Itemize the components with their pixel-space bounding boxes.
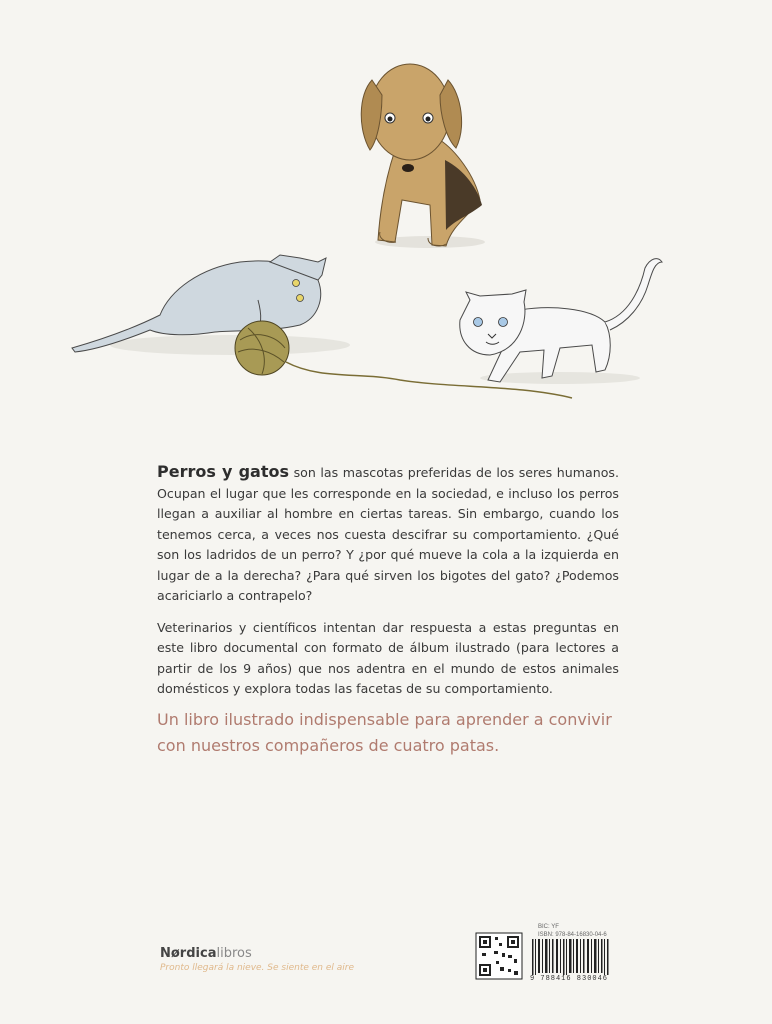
description — [157, 462, 619, 711]
publisher-logo — [160, 946, 252, 961]
barcode-number: 9 788416 830046 — [530, 975, 609, 983]
lead-title: Perros y gatos — [157, 462, 289, 481]
paragraph-1-text: son las mascotas preferidas de los seres humanos. Ocupan el lugar que les corresponde en la sociedad, e incluso los perros llegan a auxiliar al hombre en ciertas tareas. Sin embargo, cuando los tenemos cerca, a veces nos cuesta descifrar su comportamiento. ¿Qué son los ladridos de un perro? Y ¿por qué mueve la cola a la izquierda en lugar de a la derecha? ¿Para qué sirven los bigotes del gato? ¿Podemos acariciarlo a contrapelo? — [157, 465, 619, 603]
isbn-code: ISBN: 978-84-16830-04-6 — [538, 932, 607, 938]
cover-illustration — [0, 0, 772, 420]
barcode-icon — [532, 939, 609, 975]
publisher-name-light: libros — [216, 946, 252, 961]
dog-illustration — [361, 64, 485, 248]
bic-code: BIC: YF — [538, 924, 559, 930]
white-cat-illustration — [460, 259, 662, 384]
grey-cat-illustration — [72, 255, 350, 355]
publisher-name-bold: Nørdica — [160, 946, 217, 961]
tagline: Un libro ilustrado indispensable para aprender a convivir con nuestros compañeros de cuatro patas. — [157, 710, 612, 755]
paragraph-2: Veterinarios y científicos intentan dar respuesta a estas preguntas en este libro documental con formato de álbum ilustrado (para lectores a partir de los 9 años) que nos adentra en el mundo de estos animales domésticos y explora todas las facetas de su comportamiento. — [157, 619, 619, 696]
publisher-slogan: Pronto llegará la nieve. Se siente en el aire — [160, 963, 355, 973]
qr-code-icon — [476, 933, 522, 979]
paragraph-1 — [157, 462, 619, 607]
